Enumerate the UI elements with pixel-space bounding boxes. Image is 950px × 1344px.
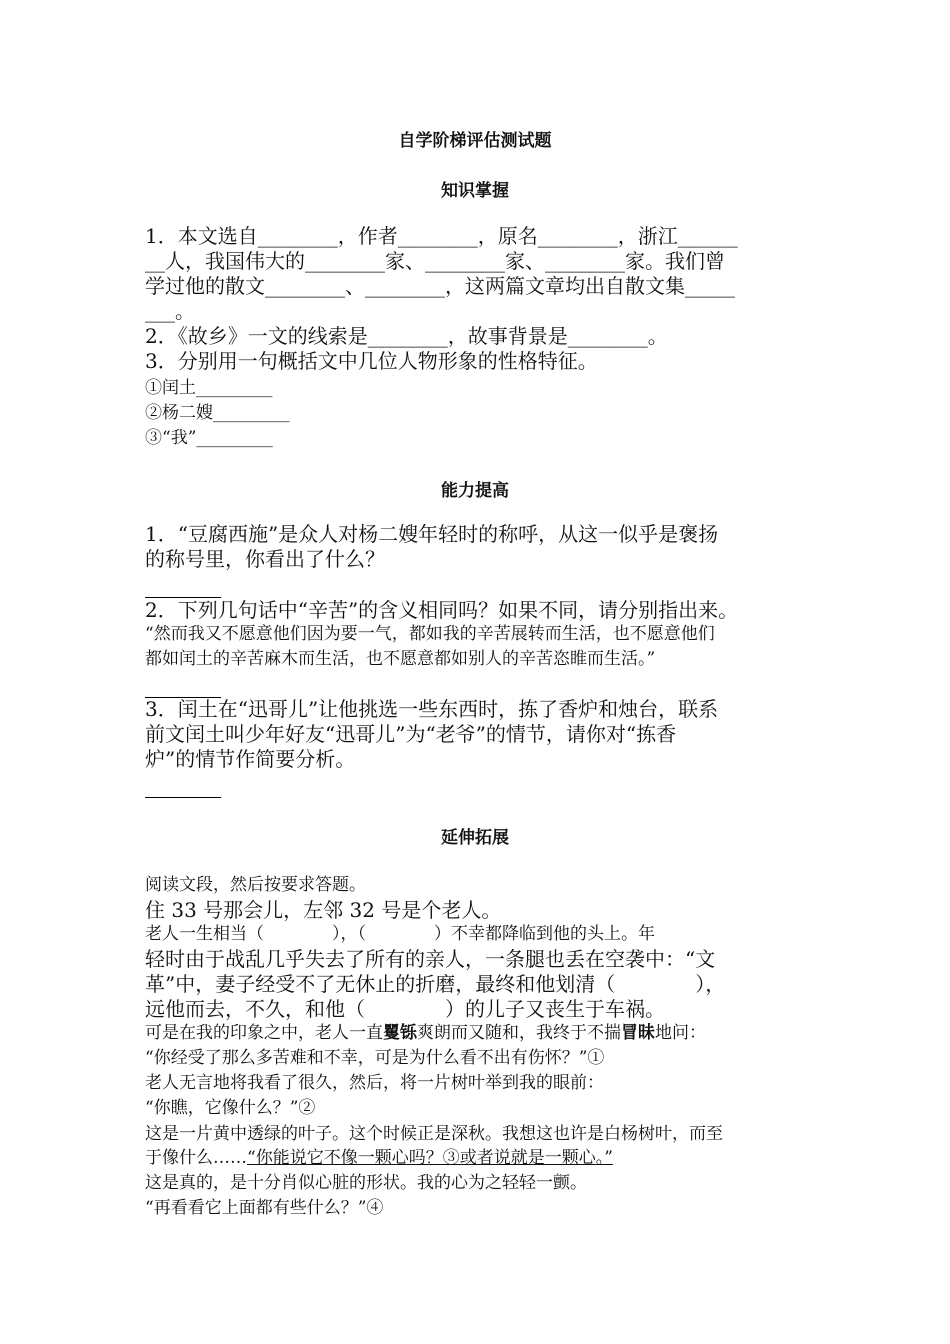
reading-p8: 于像什么……“你能说它不像一颗心吗？③或者说就是一颗心。” bbox=[145, 1148, 613, 1168]
reading-p2: 老人一生相当（ ），（ ）不幸都降临到他的头上。年 轻时由于战乱几乎失去了所有的亲人，一条腿也丢在空袭中：“文 革”中，妻子经受不了无休止的折磨，最终和他划清（ ）， 远他而去，不久，和他（ ）的儿子又丧生于车祸。 bbox=[145, 924, 726, 1021]
ability-q3: 3．闰土在“迅哥儿”让他挑选一些东西时，拣了香炉和烛台，联系 前文闰土叫少年好友“迅哥儿”为“老爷”的情节，请你对“拣香 炉”的情节作简要分析。 bbox=[145, 697, 805, 798]
item-runtu: ①闰土_________ bbox=[145, 378, 273, 398]
reading-p9: 这是真的，是十分肖似心脏的形状。我的心为之轻轻一颤。 bbox=[145, 1173, 587, 1193]
keyword-jueshuo: 矍铄 bbox=[383, 1023, 417, 1043]
reading-p5: 老人无言地将我看了很久，然后，将一片树叶举到我的眼前： bbox=[145, 1073, 604, 1093]
answer-line bbox=[145, 672, 221, 698]
reading-p1: 住 33 号那会儿，左邻 32 号是个老人。 bbox=[145, 898, 502, 922]
knowledge-q3: 3．分别用一句概括文中几位人物形象的性格特征。 bbox=[145, 349, 598, 373]
knowledge-q2: 2．《故乡》一文的线索是________，故事背景是________。 bbox=[145, 324, 668, 348]
reading-p6: “你瞧，它像什么？”② bbox=[145, 1098, 316, 1118]
keyword-maomei: 冒昧 bbox=[621, 1023, 655, 1043]
ability-q2: 2．下列几句话中“辛苦”的含义相同吗？如果不同，请分别指出来。 bbox=[145, 598, 739, 622]
knowledge-q3-items bbox=[145, 376, 805, 451]
item-yang-ersao: ②杨二嫂_________ bbox=[145, 403, 290, 423]
underlined-sentence: “你能说它不像一颗心吗？③或者说就是一颗心。” bbox=[247, 1148, 613, 1168]
section-heading-extension: 延伸拓展 bbox=[441, 828, 509, 848]
ability-q2-quote: “然而我又不愿意他们因为要一气，都如我的辛苦展转而生活，也不愿意他们 都如闰土的辛苦麻木而生活，也不愿意都如别人的辛苦恣睢而生活。” bbox=[145, 622, 805, 698]
ability-q1: 1．“豆腐西施”是众人对杨二嫂年轻时的称呼，从这一似乎是褒扬 的称号里，你看出了什么？ bbox=[145, 522, 805, 598]
reading-p4: “你经受了那么多苦难和不幸，可是为什么看不出有伤怀？”① bbox=[145, 1048, 605, 1068]
reading-p7: 这是一片黄中透绿的叶子。这个时候正是深秋。我想这也许是白杨树叶，而至 bbox=[145, 1124, 723, 1144]
reading-p10: “再看看它上面都有些什么？”④ bbox=[145, 1198, 384, 1218]
page-title: 自学阶梯评估测试题 bbox=[398, 131, 552, 151]
reading-instruction: 阅读文段，然后按要求答题。 bbox=[145, 875, 366, 895]
section-heading-ability: 能力提高 bbox=[441, 481, 509, 501]
reading-p3: 可是在我的印象之中，老人一直矍铄爽朗而又随和，我终于不揣冒昧地问： bbox=[145, 1023, 706, 1043]
item-wo: ③“我”_________ bbox=[145, 428, 273, 448]
answer-line bbox=[145, 572, 221, 598]
section-heading-knowledge: 知识掌握 bbox=[441, 181, 509, 201]
answer-line bbox=[145, 772, 221, 798]
knowledge-q1: 1．本文选自________，作者________，原名________，浙江______ __人，我国伟大的________家、________家、________家。我们曾 学过他的散文________、________，这两篇文章均出自散文集_____ ___。 bbox=[145, 224, 738, 323]
